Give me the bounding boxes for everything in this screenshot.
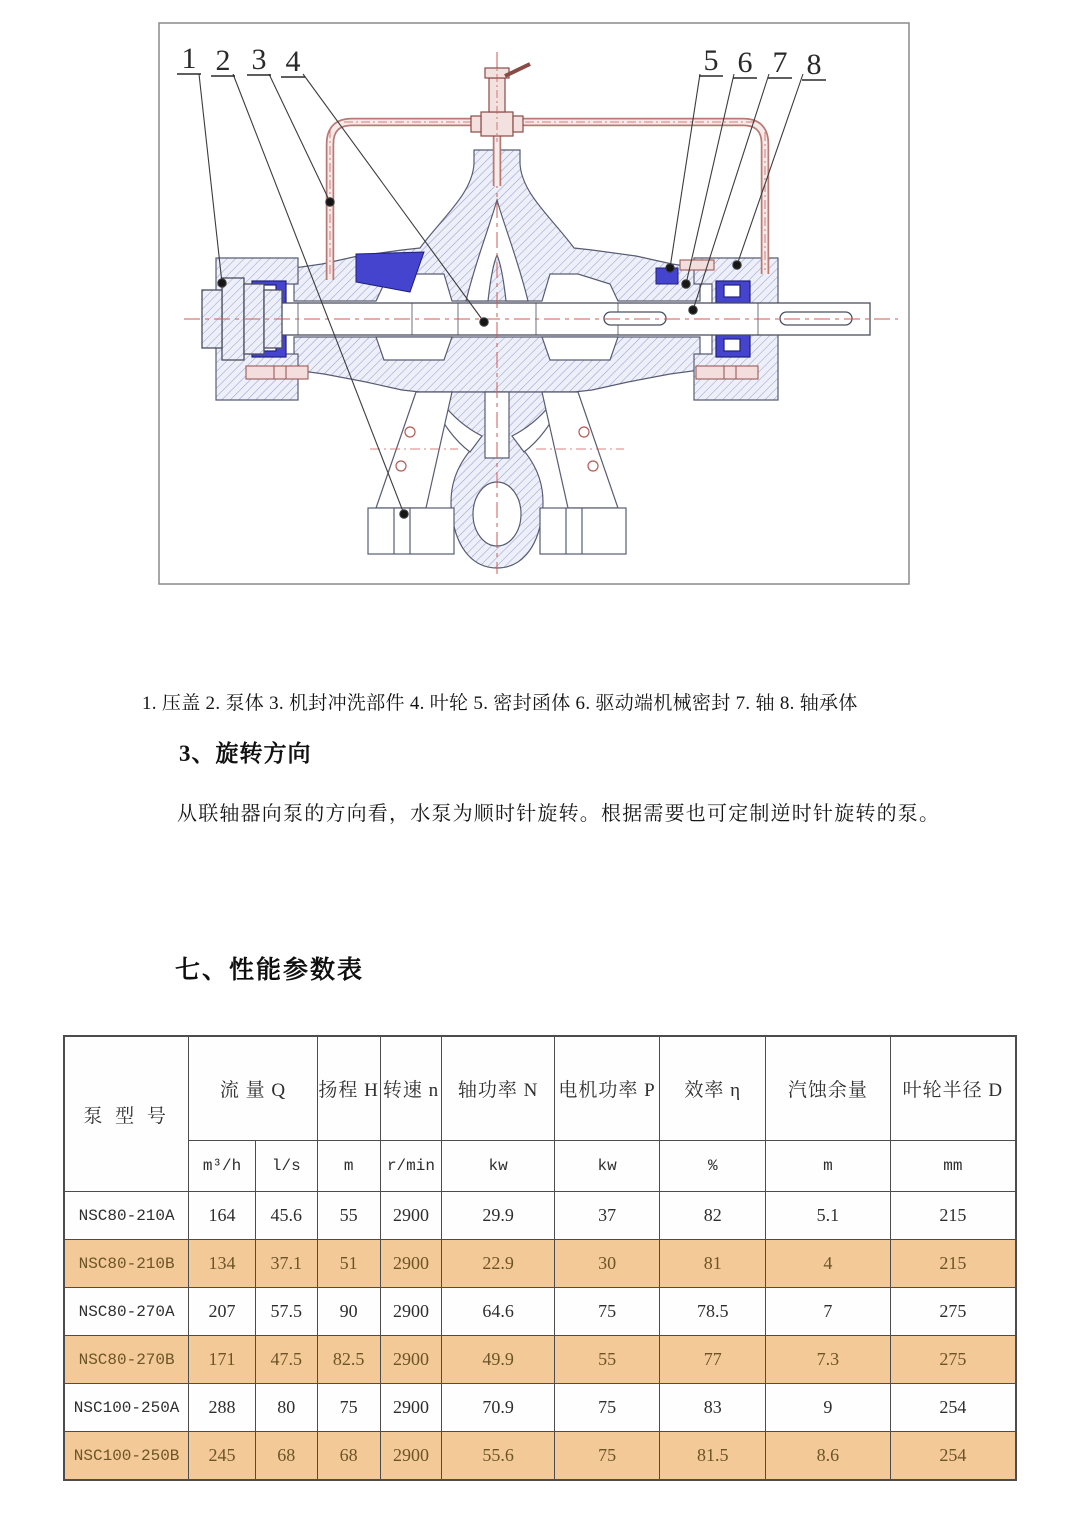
value-cell: 7 <box>766 1288 891 1336</box>
value-cell: 171 <box>189 1336 256 1384</box>
value-cell: 7.3 <box>766 1336 891 1384</box>
value-cell: 78.5 <box>660 1288 766 1336</box>
value-cell: 37 <box>554 1192 660 1240</box>
value-cell: 82 <box>660 1192 766 1240</box>
pump-sectional-figure <box>158 22 910 585</box>
value-cell: 55 <box>317 1192 380 1240</box>
value-cell: 45.6 <box>255 1192 317 1240</box>
value-cell: 9 <box>766 1384 891 1432</box>
table-row <box>64 1288 1016 1336</box>
value-cell: 83 <box>660 1384 766 1432</box>
col-group-header: 汽蚀余量 <box>766 1036 891 1141</box>
pump-model-cell: NSC80-270B <box>64 1336 189 1384</box>
value-cell: 215 <box>890 1240 1016 1288</box>
col-unit-header: m³/h <box>189 1141 256 1192</box>
value-cell: 134 <box>189 1240 256 1288</box>
value-cell: 5.1 <box>766 1192 891 1240</box>
value-cell: 2900 <box>380 1288 442 1336</box>
value-cell: 215 <box>890 1192 1016 1240</box>
callout-3: 3 <box>251 43 267 76</box>
pump-model-cell: NSC80-210B <box>64 1240 189 1288</box>
value-cell: 254 <box>890 1384 1016 1432</box>
table-row <box>64 1384 1016 1432</box>
callout-7: 7 <box>772 46 788 79</box>
value-cell: 207 <box>189 1288 256 1336</box>
section-rotation-body: 从联轴器向泵的方向看，水泵为顺时针旋转。根据需要也可定制逆时针旋转的泵。 <box>177 803 941 825</box>
value-cell: 288 <box>189 1384 256 1432</box>
value-cell: 2900 <box>380 1192 442 1240</box>
col-unit-header: mm <box>890 1141 1016 1192</box>
table-row <box>64 1192 1016 1240</box>
col-header-pump-model: 泵 型 号 <box>64 1036 189 1192</box>
table-row <box>64 1336 1016 1384</box>
value-cell: 8.6 <box>766 1432 891 1481</box>
value-cell: 75 <box>554 1384 660 1432</box>
value-cell: 275 <box>890 1288 1016 1336</box>
value-cell: 81.5 <box>660 1432 766 1481</box>
value-cell: 81 <box>660 1240 766 1288</box>
value-cell: 37.1 <box>255 1240 317 1288</box>
value-cell: 70.9 <box>442 1384 554 1432</box>
callout-2: 2 <box>215 44 231 77</box>
value-cell: 57.5 <box>255 1288 317 1336</box>
col-unit-header: kw <box>442 1141 554 1192</box>
callout-5: 5 <box>703 44 719 77</box>
col-unit-header: l/s <box>255 1141 317 1192</box>
value-cell: 2900 <box>380 1240 442 1288</box>
value-cell: 254 <box>890 1432 1016 1481</box>
callout-1: 1 <box>181 42 197 75</box>
col-group-header: 效率 η <box>660 1036 766 1141</box>
col-group-header: 扬程 H <box>317 1036 380 1141</box>
pump-model-cell: NSC100-250A <box>64 1384 189 1432</box>
value-cell: 30 <box>554 1240 660 1288</box>
value-cell: 82.5 <box>317 1336 380 1384</box>
value-cell: 75 <box>554 1432 660 1481</box>
value-cell: 80 <box>255 1384 317 1432</box>
value-cell: 47.5 <box>255 1336 317 1384</box>
figure-caption: 1. 压盖 2. 泵体 3. 机封冲洗部件 4. 叶轮 5. 密封函体 6. 驱动端机械密封 7. 轴 8. 轴承体 <box>142 693 858 714</box>
table-row <box>64 1240 1016 1288</box>
value-cell: 64.6 <box>442 1288 554 1336</box>
col-unit-header: r/min <box>380 1141 442 1192</box>
pump-model-cell: NSC80-270A <box>64 1288 189 1336</box>
value-cell: 29.9 <box>442 1192 554 1240</box>
col-unit-header: kw <box>554 1141 660 1192</box>
callout-4: 4 <box>285 45 301 78</box>
value-cell: 68 <box>317 1432 380 1481</box>
callout-6: 6 <box>737 46 753 79</box>
col-group-header: 叶轮半径 D <box>890 1036 1016 1141</box>
callout-8: 8 <box>806 48 822 81</box>
value-cell: 51 <box>317 1240 380 1288</box>
col-group-header: 轴功率 N <box>442 1036 554 1141</box>
value-cell: 2900 <box>380 1384 442 1432</box>
value-cell: 68 <box>255 1432 317 1481</box>
value-cell: 2900 <box>380 1336 442 1384</box>
pump-model-cell: NSC100-250B <box>64 1432 189 1481</box>
value-cell: 77 <box>660 1336 766 1384</box>
col-group-header: 流 量 Q <box>189 1036 318 1141</box>
value-cell: 55 <box>554 1336 660 1384</box>
section-performance-heading: 七、性能参数表 <box>175 957 365 984</box>
value-cell: 275 <box>890 1336 1016 1384</box>
col-unit-header: % <box>660 1141 766 1192</box>
col-unit-header: m <box>317 1141 380 1192</box>
value-cell: 2900 <box>380 1432 442 1481</box>
value-cell: 22.9 <box>442 1240 554 1288</box>
value-cell: 49.9 <box>442 1336 554 1384</box>
pump-model-cell: NSC80-210A <box>64 1192 189 1240</box>
value-cell: 90 <box>317 1288 380 1336</box>
col-unit-header: m <box>766 1141 891 1192</box>
performance-table <box>63 1035 1017 1481</box>
value-cell: 75 <box>554 1288 660 1336</box>
col-group-header: 电机功率 P <box>554 1036 660 1141</box>
section-rotation-heading: 3、旋转方向 <box>179 741 312 766</box>
pump-sectional-drawing <box>158 22 910 585</box>
value-cell: 4 <box>766 1240 891 1288</box>
col-group-header: 转速 n <box>380 1036 442 1141</box>
value-cell: 75 <box>317 1384 380 1432</box>
table-row <box>64 1432 1016 1481</box>
value-cell: 164 <box>189 1192 256 1240</box>
value-cell: 55.6 <box>442 1432 554 1481</box>
value-cell: 245 <box>189 1432 256 1481</box>
